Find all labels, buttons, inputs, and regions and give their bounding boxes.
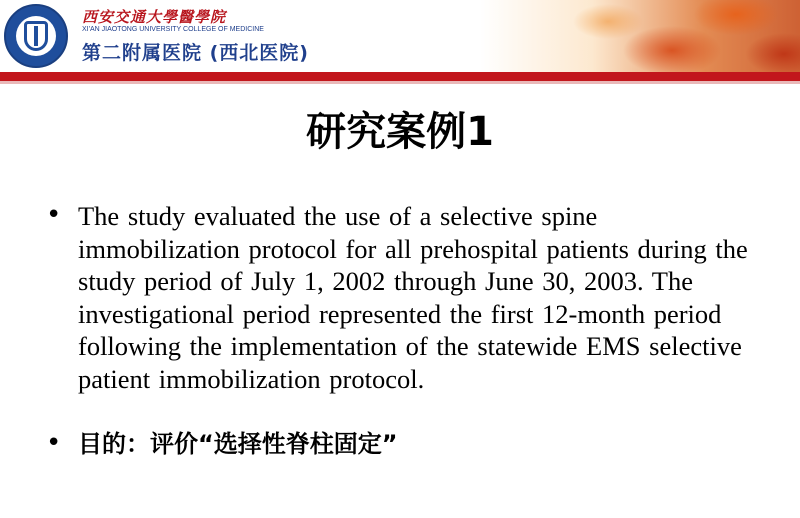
- school-name: 西安交通大學醫學院: [82, 8, 227, 26]
- university-seal-logo: [4, 4, 68, 68]
- bullet-list: [44, 200, 764, 460]
- bullet-marker: •: [46, 428, 62, 458]
- slide-title: 研究案例1: [306, 109, 494, 155]
- bullet-item: [44, 200, 764, 395]
- bullet-text: The study evaluated the use of a selective spine immobilization protocol for all prehospital patients during the study period of July 1, 2002 through June 30, 2003. The investigational period represented the first 12-month period following the implementation of the statewide EMS selective patient immobilization protocol.: [78, 201, 748, 394]
- header-divider: [0, 72, 800, 81]
- slide-header: [0, 0, 800, 72]
- bullet-item: [44, 428, 764, 460]
- autumn-leaves-banner-image: [480, 0, 800, 72]
- bullet-text: 目的：评价“选择性脊柱固定”: [78, 430, 398, 458]
- school-name-english: XI'AN JIAOTONG UNIVERSITY COLLEGE OF MEDICINE: [82, 26, 264, 33]
- hospital-name: 第二附属医院 (西北医院): [82, 42, 309, 64]
- bullet-marker: •: [46, 200, 62, 230]
